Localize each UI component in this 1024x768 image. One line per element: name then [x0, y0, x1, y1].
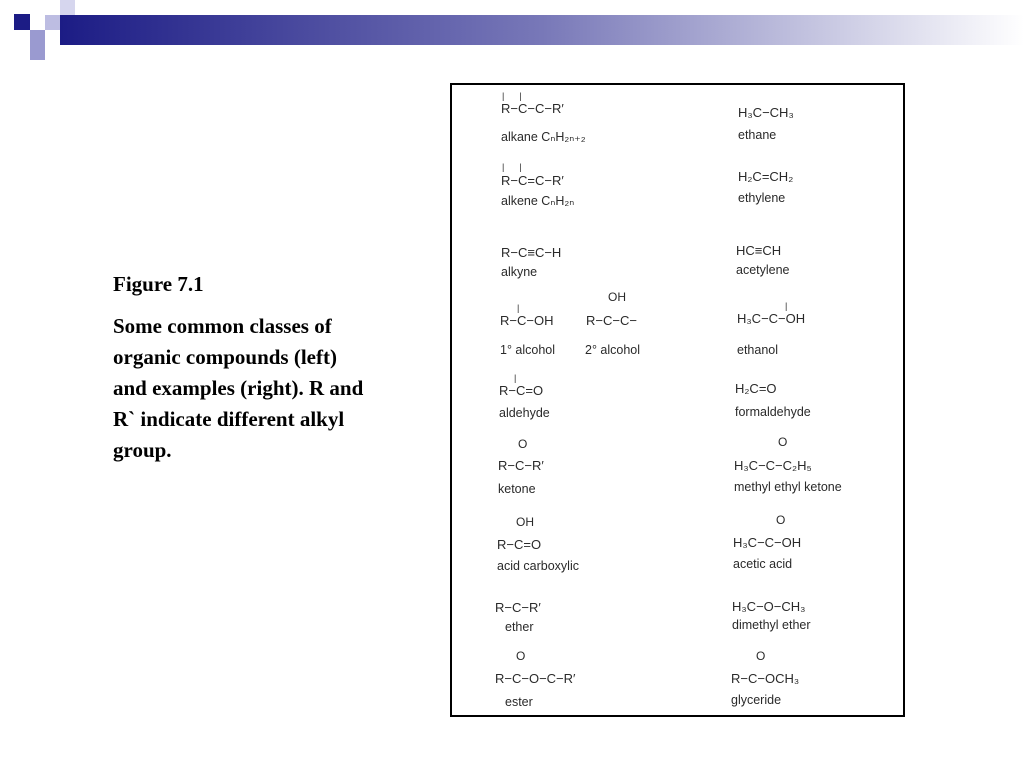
- example-label: dimethyl ether: [732, 618, 811, 632]
- example-label: acetylene: [736, 263, 790, 277]
- example-label: ethanol: [737, 343, 779, 357]
- compound-class-label: alkyne: [501, 265, 538, 279]
- figure-caption: [113, 272, 373, 466]
- bond-mark: |: [785, 301, 788, 311]
- substituent: OH: [516, 515, 534, 529]
- example-formula: H₃C−C−OH: [737, 311, 806, 326]
- example-label: methyl ethyl ketone: [734, 480, 842, 494]
- compound-formula: R−C=O: [499, 383, 544, 398]
- figure-image: [450, 83, 905, 717]
- example-formula: R−C−OCH₃: [731, 671, 800, 686]
- bond-mark: | |: [502, 162, 522, 172]
- compound-formula: R−C−C−: [586, 313, 637, 328]
- example-label: ethane: [738, 128, 777, 142]
- header-square: [14, 14, 30, 30]
- compound-class-label: acid carboxylic: [497, 559, 579, 573]
- compound-class-label: 1° alcohol: [500, 343, 556, 357]
- bond-mark: |: [517, 303, 520, 313]
- header-square: [30, 30, 45, 45]
- example-label: acetic acid: [733, 557, 793, 571]
- substituent: OH: [608, 290, 626, 304]
- compound-class-label: alkene CₙH₂ₙ: [501, 194, 575, 208]
- example-formula: H₂C=CH₂: [738, 169, 794, 184]
- substituent: O: [518, 437, 528, 451]
- compound-class-label: ether: [505, 620, 534, 634]
- bond-mark: |: [514, 373, 517, 383]
- substituent: O: [516, 649, 526, 663]
- compound-formula: R−C=C−R′: [501, 173, 564, 188]
- compound-formula: R−C−O−C−R′: [495, 671, 576, 686]
- compound-formula: R−C≡C−H: [501, 245, 562, 260]
- compound-formula: R−C=O: [497, 537, 542, 552]
- header-square: [60, 0, 75, 15]
- figure-description: Some common classes of organic compounds (left) and examples (right). R and R` indicate different alkyl group.: [113, 314, 364, 462]
- compound-class-label: ketone: [498, 482, 536, 496]
- example-formula: H₃C−O−CH₃: [732, 599, 806, 614]
- compound-class-label: ester: [505, 695, 533, 709]
- example-formula: H₃C−C−C₂H₅: [734, 458, 812, 473]
- compound-formula: R−C−R′: [498, 458, 544, 473]
- substituent: O: [776, 513, 786, 527]
- compound-formula: R−C−OH: [500, 313, 554, 328]
- example-formula: H₃C−C−OH: [733, 535, 802, 550]
- example-formula: H₂C=O: [735, 381, 777, 396]
- header-gradient-bar: [60, 15, 1024, 45]
- compound-class-label: aldehyde: [499, 406, 550, 420]
- compound-class-label: 2° alcohol: [585, 343, 641, 357]
- bond-mark: | |: [502, 91, 522, 101]
- example-label: ethylene: [738, 191, 786, 205]
- example-formula: H₃C−CH₃: [738, 105, 794, 120]
- example-label: glyceride: [731, 693, 782, 707]
- example-formula: HC≡CH: [736, 243, 782, 258]
- compound-class-label: alkane CₙH₂ₙ₊₂: [501, 130, 586, 144]
- header-square: [30, 45, 45, 60]
- substituent: O: [778, 435, 788, 449]
- compound-formula: R−C−C−R′: [501, 101, 564, 116]
- substituent: O: [756, 649, 766, 663]
- example-label: formaldehyde: [735, 405, 811, 419]
- header-square: [45, 15, 60, 30]
- compound-formula: R−C−R′: [495, 600, 541, 615]
- figure-title: Figure 7.1: [113, 272, 204, 296]
